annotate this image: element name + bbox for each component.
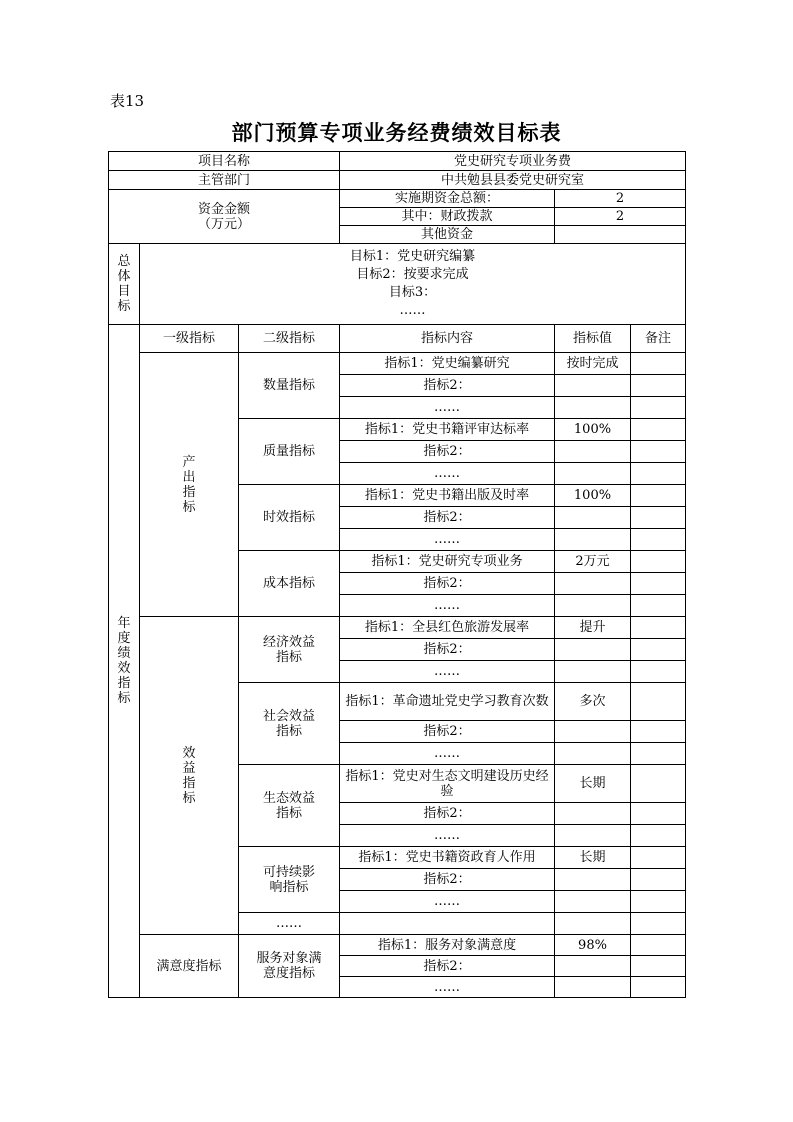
- indicator-value: 98%: [555, 935, 631, 956]
- benefit-label: [140, 617, 239, 935]
- vertical-char: 指: [182, 775, 196, 791]
- project-row: [109, 152, 686, 171]
- indicator-content: ……: [340, 661, 555, 683]
- indicator-value: [555, 803, 631, 825]
- indicator-content: 指标1：全县红色旅游发展率: [340, 617, 555, 639]
- indicator-note: [631, 891, 686, 913]
- indicator-content: 指标1：党史对生态文明建设历史经验: [340, 765, 555, 803]
- indicator-value: [555, 869, 631, 891]
- indicator-content: ……: [340, 595, 555, 617]
- table-number: 表13: [110, 92, 145, 110]
- benefit-ellipsis: ……: [239, 913, 340, 935]
- header-level1: 一级指标: [140, 325, 239, 353]
- indicator-content: 指标2：: [340, 441, 555, 463]
- indicator-value: [555, 595, 631, 617]
- funds-other-label: 其他资金: [340, 226, 555, 244]
- vertical-char: 出: [182, 469, 196, 485]
- vertical-char: 效: [182, 745, 196, 761]
- indicator-value: [555, 661, 631, 683]
- indicator-value: 提升: [555, 617, 631, 639]
- indicator-row: [109, 617, 686, 639]
- indicator-note: [631, 977, 686, 998]
- vertical-char: 标: [182, 499, 196, 515]
- level2-3: 可持续影响指标: [239, 847, 340, 913]
- indicator-value: [555, 639, 631, 661]
- indicator-value: 长期: [555, 847, 631, 869]
- indicator-value: [555, 891, 631, 913]
- funds-other-value: [555, 226, 686, 244]
- level2-2: 生态效益指标: [239, 765, 340, 847]
- indicator-note: [631, 825, 686, 847]
- indicator-content: 指标2：: [340, 573, 555, 595]
- output-label: [140, 353, 239, 617]
- indicator-note: [631, 956, 686, 977]
- indicator-header-row: [109, 325, 686, 353]
- performance-target-table: [108, 151, 686, 998]
- indicator-note: [631, 617, 686, 639]
- funds-label-line2: （万元）: [197, 216, 250, 232]
- indicator-note: [631, 743, 686, 765]
- indicator-value: 100%: [555, 419, 631, 441]
- indicator-note: [631, 397, 686, 419]
- vertical-char: 年: [117, 616, 131, 631]
- indicator-value: [555, 956, 631, 977]
- vertical-char: 产: [182, 454, 196, 470]
- level2-0: 经济效益指标: [239, 617, 340, 683]
- department-value: 中共勉县县委党史研究室: [340, 171, 686, 190]
- overall-goal-item: 目标3：: [388, 285, 437, 300]
- header-value: 指标值: [555, 325, 631, 353]
- indicator-value: [555, 573, 631, 595]
- indicator-value: 长期: [555, 765, 631, 803]
- indicator-content: 指标1：革命遗址党史学习教育次数: [340, 683, 555, 721]
- page-title: 部门预算专项业务经费绩效目标表: [231, 121, 562, 145]
- indicator-note: [631, 847, 686, 869]
- funds-fiscal-label: 其中：财政拨款: [340, 208, 555, 226]
- indicator-note: [631, 639, 686, 661]
- indicator-note: [631, 463, 686, 485]
- indicator-note: [631, 595, 686, 617]
- overall-goal-item: 目标1：党史研究编纂: [349, 249, 476, 264]
- funds-fiscal-value: 2: [555, 208, 686, 226]
- level2-0: 数量指标: [239, 353, 340, 419]
- funds-label: [109, 190, 340, 244]
- overall-goals-row: [109, 244, 686, 325]
- indicator-content: 指标2：: [340, 956, 555, 977]
- project-value: 党史研究专项业务费: [340, 152, 686, 171]
- indicator-value: [555, 825, 631, 847]
- vertical-char: 益: [182, 760, 196, 776]
- funds-total-value: 2: [555, 190, 686, 208]
- indicator-note: [631, 661, 686, 683]
- indicator-content: ……: [340, 529, 555, 551]
- vertical-char: 标: [182, 790, 196, 806]
- indicator-value: [555, 463, 631, 485]
- indicator-content: [340, 913, 555, 935]
- indicator-content: ……: [340, 891, 555, 913]
- indicator-note: [631, 765, 686, 803]
- indicator-content: 指标1：党史书籍资政育人作用: [340, 847, 555, 869]
- indicator-value: 2万元: [555, 551, 631, 573]
- vertical-char: 指: [182, 484, 196, 500]
- overall-goal-item: ……: [399, 303, 426, 318]
- overall-goals-label: [109, 244, 140, 325]
- indicator-value: [555, 977, 631, 998]
- indicator-value: [555, 375, 631, 397]
- vertical-char: 总: [117, 254, 131, 269]
- indicator-note: [631, 869, 686, 891]
- annual-indicators-label: [109, 325, 140, 998]
- indicator-row: [109, 353, 686, 375]
- indicator-value: [555, 743, 631, 765]
- indicator-note: [631, 375, 686, 397]
- indicator-value: [555, 397, 631, 419]
- indicator-content: ……: [340, 397, 555, 419]
- header-content: 指标内容: [340, 325, 555, 353]
- indicator-row: [109, 935, 686, 956]
- indicator-content: 指标2：: [340, 507, 555, 529]
- vertical-char: 目: [117, 284, 131, 299]
- overall-goals-content: [140, 244, 686, 325]
- indicator-content: ……: [340, 463, 555, 485]
- indicator-content: 指标1：服务对象满意度: [340, 935, 555, 956]
- header-note: 备注: [631, 325, 686, 353]
- level2-2: 时效指标: [239, 485, 340, 551]
- indicator-note: [631, 441, 686, 463]
- level2-1: 质量指标: [239, 419, 340, 485]
- indicator-content: 指标1：党史书籍评审达标率: [340, 419, 555, 441]
- vertical-char: 体: [117, 269, 131, 284]
- indicator-value: [555, 913, 631, 935]
- indicator-value: 多次: [555, 683, 631, 721]
- department-label: 主管部门: [109, 171, 340, 190]
- level2-1: 社会效益指标: [239, 683, 340, 765]
- indicator-content: 指标2：: [340, 639, 555, 661]
- project-label: 项目名称: [109, 152, 340, 171]
- indicator-value: [555, 441, 631, 463]
- indicator-note: [631, 935, 686, 956]
- indicator-note: [631, 485, 686, 507]
- indicator-content: 指标2：: [340, 803, 555, 825]
- indicator-value: [555, 507, 631, 529]
- overall-goal-item: 目标2：按要求完成: [356, 267, 469, 282]
- funds-total-row: [109, 190, 686, 208]
- indicator-value: [555, 721, 631, 743]
- indicator-note: [631, 551, 686, 573]
- vertical-char: 度: [117, 631, 131, 646]
- indicator-note: [631, 721, 686, 743]
- indicator-note: [631, 353, 686, 375]
- indicator-content: 指标1：党史书籍出版及时率: [340, 485, 555, 507]
- indicator-note: [631, 803, 686, 825]
- vertical-char: 指: [117, 676, 131, 691]
- vertical-char: 效: [117, 661, 131, 676]
- vertical-char: 标: [117, 691, 131, 706]
- indicator-content: 指标2：: [340, 375, 555, 397]
- indicator-content: ……: [340, 825, 555, 847]
- indicator-content: ……: [340, 977, 555, 998]
- indicator-note: [631, 529, 686, 551]
- indicator-note: [631, 419, 686, 441]
- satisfaction-label: 满意度指标: [140, 935, 239, 998]
- indicator-content: ……: [340, 743, 555, 765]
- vertical-char: 标: [117, 299, 131, 314]
- vertical-char: 绩: [117, 646, 131, 661]
- department-row: [109, 171, 686, 190]
- indicator-content: 指标1：党史编纂研究: [340, 353, 555, 375]
- indicator-value: 按时完成: [555, 353, 631, 375]
- funds-label-line1: 资金金额: [197, 201, 250, 217]
- header-level2: 二级指标: [239, 325, 340, 353]
- indicator-note: [631, 913, 686, 935]
- satisfaction-level2: 服务对象满意度指标: [239, 935, 340, 998]
- level2-3: 成本指标: [239, 551, 340, 617]
- indicator-note: [631, 573, 686, 595]
- indicator-content: 指标2：: [340, 869, 555, 891]
- indicator-content: 指标1：党史研究专项业务: [340, 551, 555, 573]
- indicator-value: [555, 529, 631, 551]
- funds-total-label: 实施期资金总额：: [340, 190, 555, 208]
- indicator-note: [631, 507, 686, 529]
- indicator-content: 指标2：: [340, 721, 555, 743]
- indicator-note: [631, 683, 686, 721]
- indicator-value: 100%: [555, 485, 631, 507]
